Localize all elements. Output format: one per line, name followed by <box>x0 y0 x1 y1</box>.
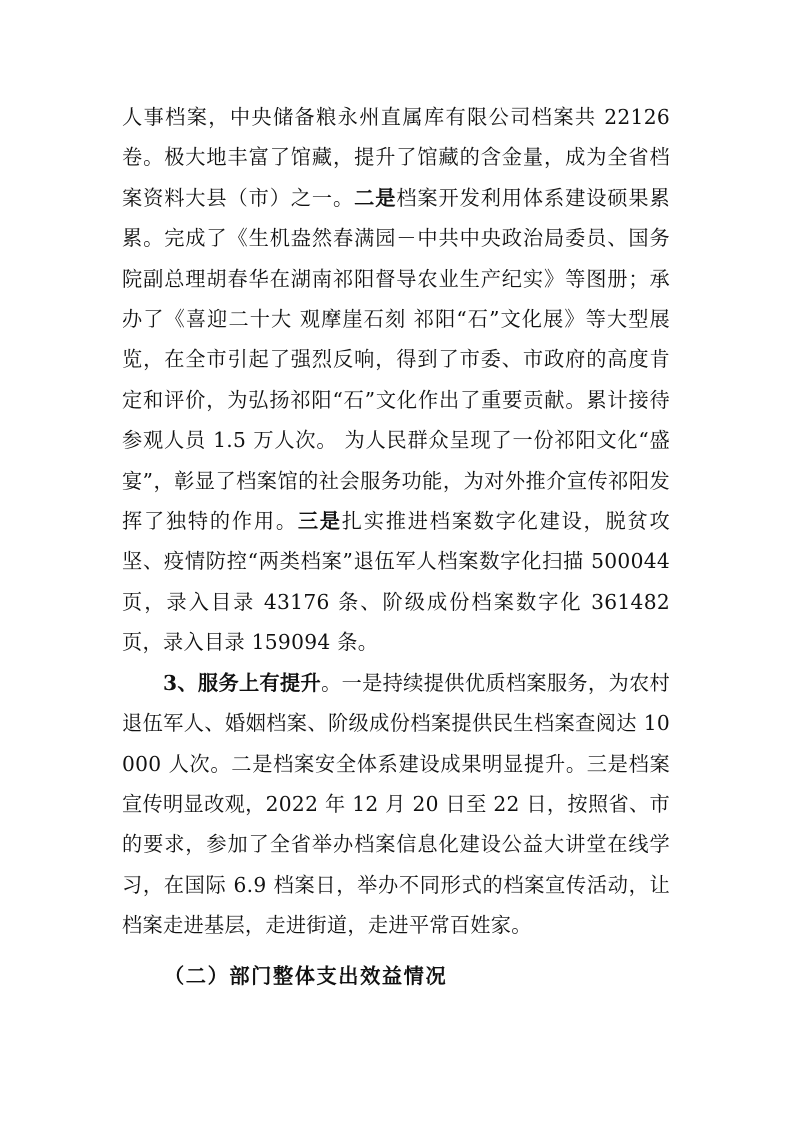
paragraph-archive-resources <box>122 97 670 663</box>
service-heading: 3、服务上有提升 <box>163 670 322 695</box>
paragraph-service-improvement <box>122 663 670 946</box>
service-text: 。一是持续提供优质档案服务，为农村退伍军人、婚姻档案、阶级成份档案提供民生档案查阅达 10000 人次。二是档案安全体系建设成果明显提升。三是档案宣传明显改观，2022 年 12 月 20 日至 22 日，按照省、市的要求，参加了全省举办档案信息化建设公益大讲堂在线学习，在国际 6.9 档案日，举办不同形式的档案宣传活动，让档案走进基层，走进街道，走进平常百姓家。 <box>122 670 670 938</box>
point-3-label: 三是 <box>297 509 342 534</box>
document-body <box>122 97 670 996</box>
point-2-text: 档案开发利用体系建设硕果累累。完成了《生机盎然春满园－中共中央政治局委员、国务院副总理胡春华在湖南祁阳督导农业生产纪实》等图册；承办了《喜迎二十大 观摩崖石刻 祁阳“石”文化展》等大型展览，在全市引起了强烈反响，得到了市委、市政府的高度肯定和评价，为弘扬祁阳“石”文化作出了重要贡献。累计接待参观人员 1.5 万人次。 为人民群众呈现了一份祁阳文化“盛宴”，彰显了档案馆的社会服务功能，为对外推介宣传祁阳发挥了独特的作用。 <box>122 185 670 534</box>
paragraph-1-intro: 人事档案，中央储备粮永州直属库有限公司档案共 22126 卷。极大地丰富了馆藏，提升了馆藏的含金量，成为全省档案资料大县（市）之一。 <box>122 105 670 210</box>
section-heading: （二）部门整体支出效益情况 <box>164 963 448 988</box>
point-3-text: 扎实推进档案数字化建设，脱贫攻坚、疫情防控“两类档案”退伍军人档案数字化扫描 500044 页，录入目录 43176 条、阶级成份档案数字化 361482 页，录入目录 159094 条。 <box>122 509 670 655</box>
point-2-label: 二是 <box>354 185 397 210</box>
